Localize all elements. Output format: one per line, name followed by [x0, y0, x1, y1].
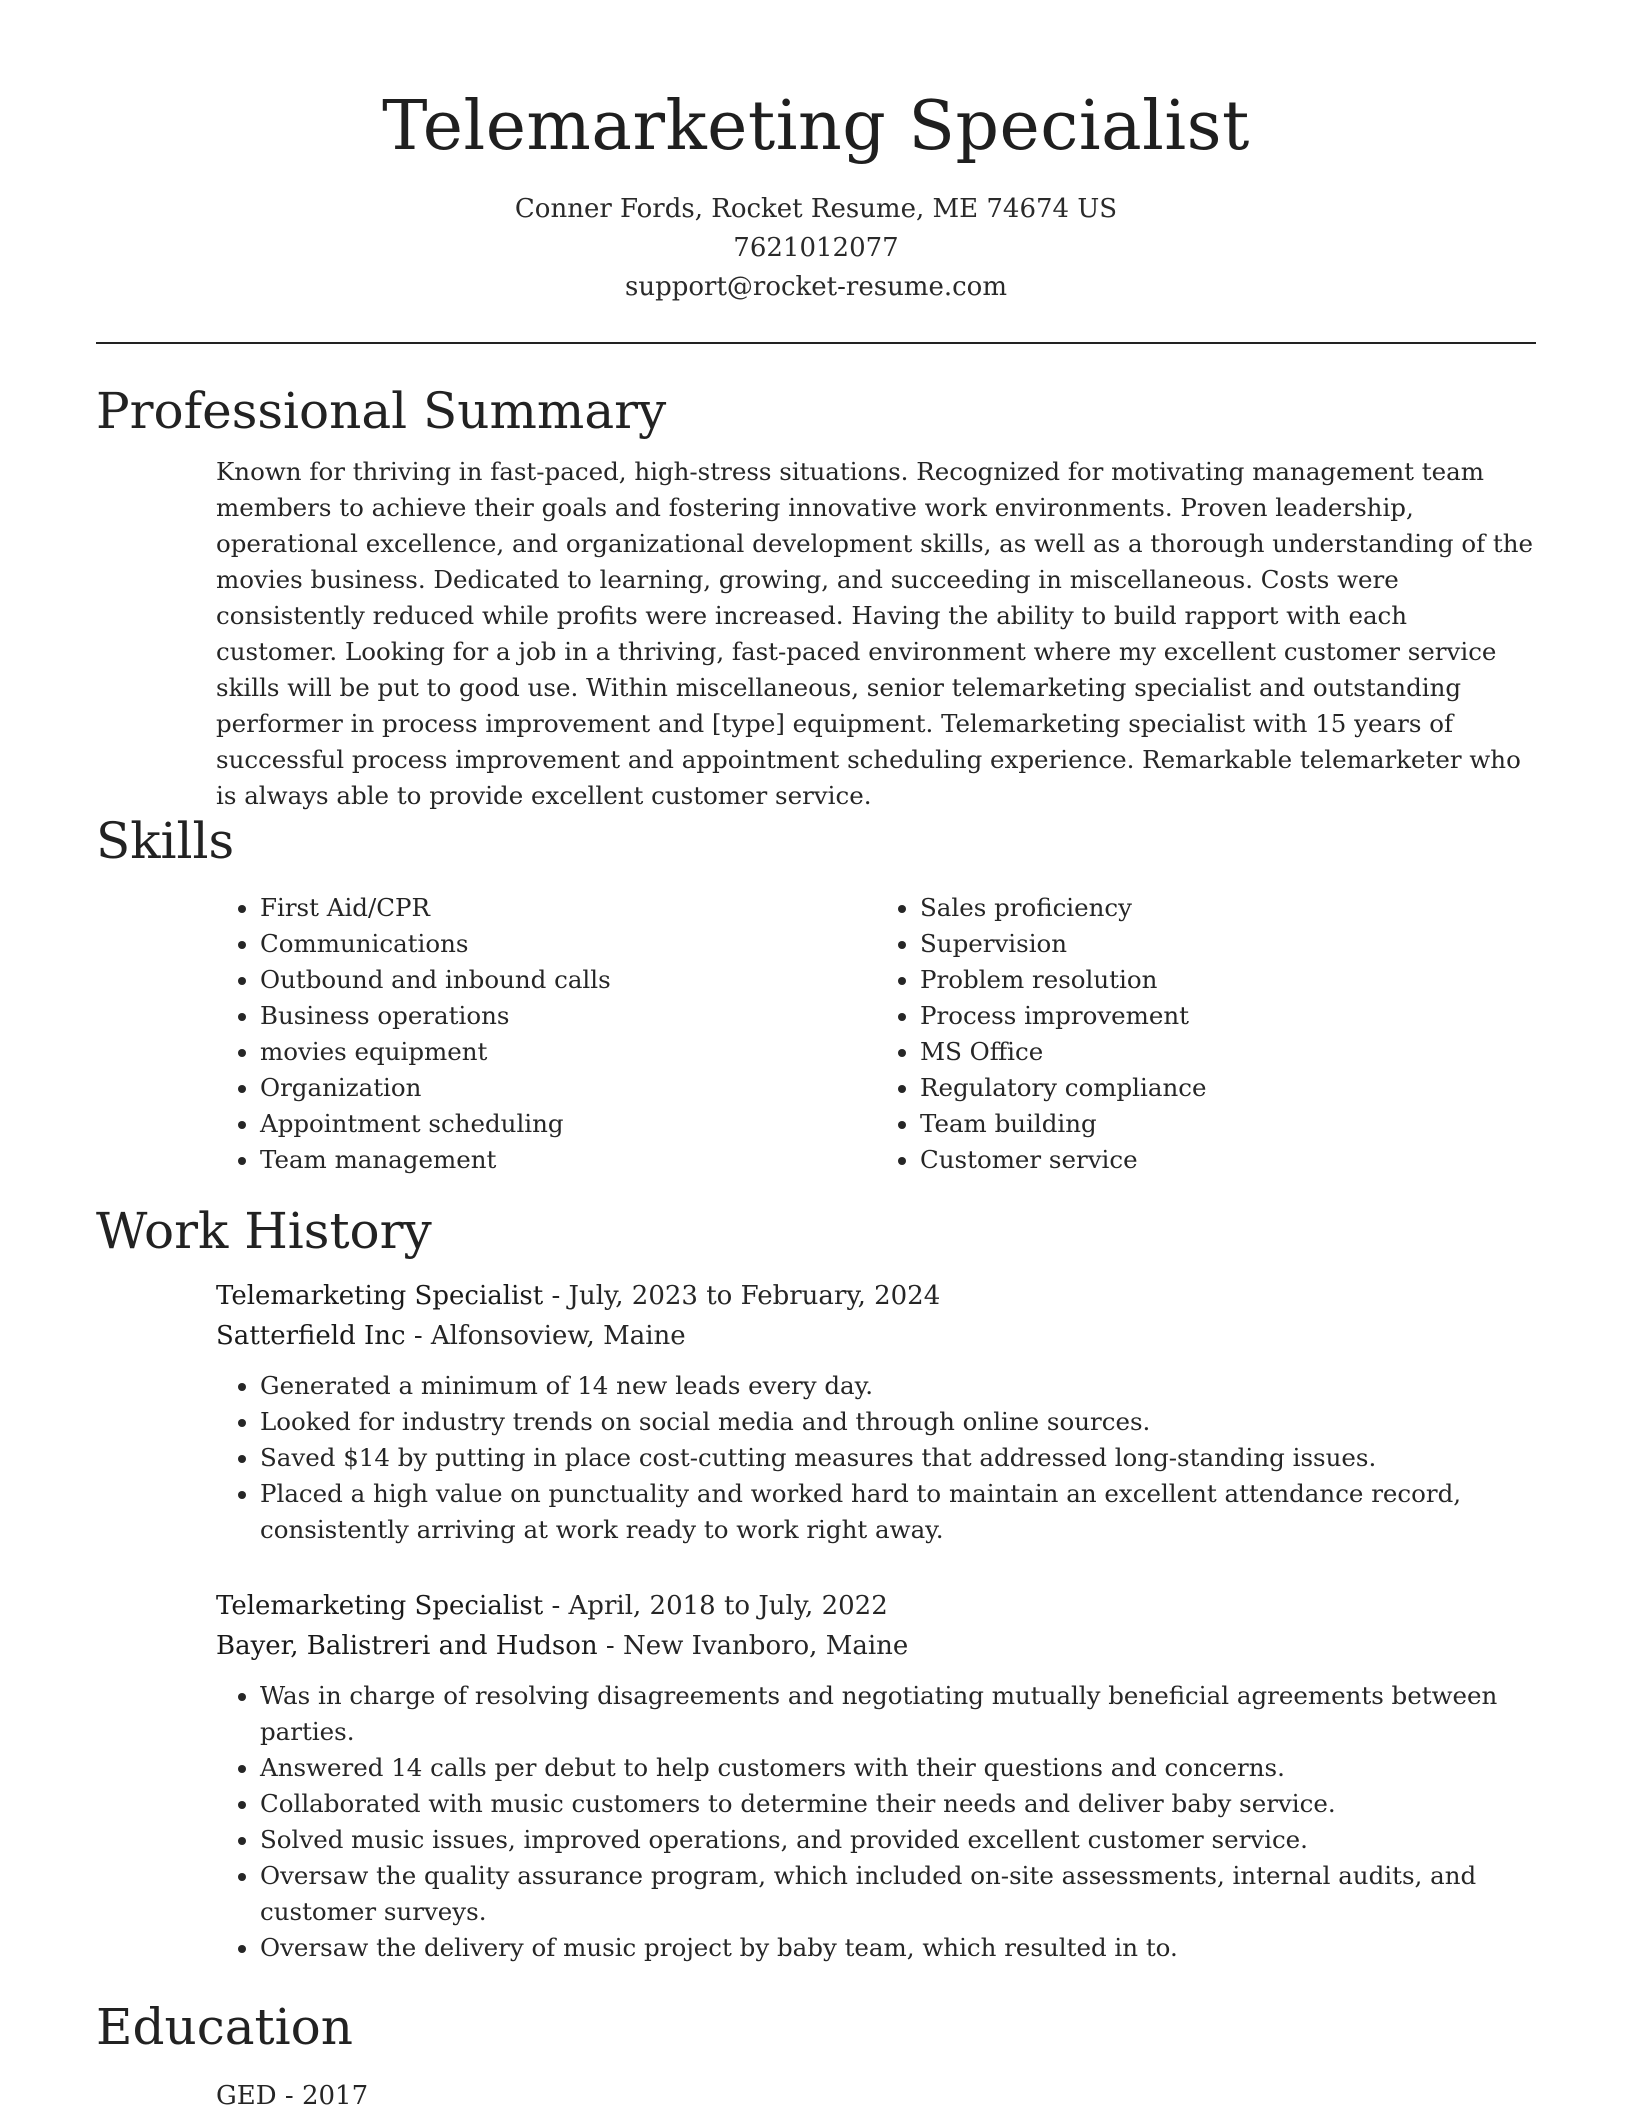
skill-item: • Team management [260, 1142, 876, 1178]
separator: - [543, 1281, 569, 1311]
skill-item: • Organization [260, 1070, 876, 1106]
separator: - [597, 1631, 623, 1661]
skill-item: • movies equipment [260, 1034, 876, 1070]
job-bullet: • Generated a minimum of 14 new leads every day. [260, 1368, 1536, 1404]
education-heading: Education [96, 1998, 353, 2056]
job-title-line [216, 1586, 1536, 1626]
job-bullet: • Saved $14 by putting in place cost-cutting measures that addressed long-standing issues. [260, 1440, 1536, 1476]
separator: - [543, 1591, 569, 1621]
job-bullet: • Looked for industry trends on social media and through online sources. [260, 1404, 1536, 1440]
contact-block [0, 190, 1632, 307]
header-divider [96, 342, 1536, 344]
work-history-body [216, 1276, 1536, 1966]
skills-section [96, 810, 1536, 1178]
job-entry [216, 1276, 1536, 1548]
job-location: New Ivanboro, Maine [622, 1631, 909, 1661]
work-history-heading: Work History [96, 1202, 432, 1260]
education-degree: GED [216, 2081, 277, 2111]
job-bullet: • Placed a high value on punctuality and worked hard to maintain an excellent attendance record, consistently arriving at work ready to work right away. [260, 1476, 1536, 1548]
contact-phone: 7621012077 [733, 233, 899, 263]
job-bullet: • Answered 14 calls per debut to help customers with their questions and concerns. [260, 1750, 1536, 1786]
skill-item: • Sales proficiency [920, 890, 1536, 926]
skill-item: • Business operations [260, 998, 876, 1034]
job-bullet: • Was in charge of resolving disagreements and negotiating mutually beneficial agreements between parties. [260, 1678, 1536, 1750]
work-history-section [96, 1200, 1536, 1966]
skill-item: • Supervision [920, 926, 1536, 962]
job-company: Satterfield Inc [216, 1321, 406, 1351]
education-year: 2017 [301, 2081, 369, 2111]
education-entry [216, 2076, 1536, 2116]
job-bullet: • Solved music issues, improved operations, and provided excellent customer service. [260, 1822, 1536, 1858]
skills-list-left [216, 890, 876, 1178]
skills-columns [216, 890, 1536, 1178]
skills-list-right [876, 890, 1536, 1178]
skill-item: • Customer service [920, 1142, 1536, 1178]
job-company-line [216, 1316, 1536, 1356]
job-location: Alfonsoview, Maine [430, 1321, 686, 1351]
job-bullet: • Oversaw the quality assurance program, which included on-site assessments, internal audits, and customer surveys. [260, 1858, 1536, 1930]
summary-text: Known for thriving in fast-paced, high-stress situations. Recognized for motivating management team members to achieve their goals and fostering innovative work environments. Proven leadership, operational excellence, and organizational development skills, as well as a thorough understanding of the movies business. Dedicated to learning, growing, and succeeding in miscellaneous. Costs were consistently reduced while profits were increased. Having the ability to build rapport with each customer. Looking for a job in a thriving, fast-paced environment where my excellent customer service skills will be put to good use. Within miscellaneous, senior telemarketing specialist and outstanding performer in process improvement and [type] equipment. Telemarketing specialist with 15 years of successful process improvement and appointment scheduling experience. Remarkable telemarketer who is always able to provide excellent customer service. [216, 457, 1534, 810]
skill-item: • Regulatory compliance [920, 1070, 1536, 1106]
job-bullets [216, 1678, 1536, 1966]
contact-email: support@rocket-resume.com [624, 272, 1007, 302]
job-dates: July, 2023 to February, 2024 [568, 1281, 941, 1311]
resume-title: Telemarketing Specialist [382, 87, 1250, 166]
skill-item: • Communications [260, 926, 876, 962]
job-company-line [216, 1626, 1536, 1666]
skills-heading: Skills [96, 812, 235, 870]
job-company: Bayer, Balistreri and Hudson [216, 1631, 598, 1661]
education-section [96, 1996, 1536, 2116]
summary-heading: Professional Summary [96, 382, 667, 440]
separator: - [276, 2081, 302, 2111]
job-bullet: • Oversaw the delivery of music project by baby team, which resulted in to. [260, 1930, 1536, 1966]
skill-item: • Problem resolution [920, 962, 1536, 998]
skill-item: • First Aid/CPR [260, 890, 876, 926]
skill-item: • MS Office [920, 1034, 1536, 1070]
job-entry [216, 1586, 1536, 1966]
skill-item: • Process improvement [920, 998, 1536, 1034]
summary-section [96, 380, 1536, 814]
skill-item: • Team building [920, 1106, 1536, 1142]
job-role: Telemarketing Specialist [216, 1591, 544, 1621]
skill-item: • Outbound and inbound calls [260, 962, 876, 998]
job-title-line [216, 1276, 1536, 1316]
job-dates: April, 2018 to July, 2022 [568, 1591, 888, 1621]
job-bullet: • Collaborated with music customers to determine their needs and deliver baby service. [260, 1786, 1536, 1822]
contact-address: Conner Fords, Rocket Resume, ME 74674 US [514, 194, 1118, 224]
skill-item: • Appointment scheduling [260, 1106, 876, 1142]
separator: - [405, 1321, 431, 1351]
job-role: Telemarketing Specialist [216, 1281, 544, 1311]
resume-header [0, 0, 1632, 307]
job-bullets [216, 1368, 1536, 1548]
